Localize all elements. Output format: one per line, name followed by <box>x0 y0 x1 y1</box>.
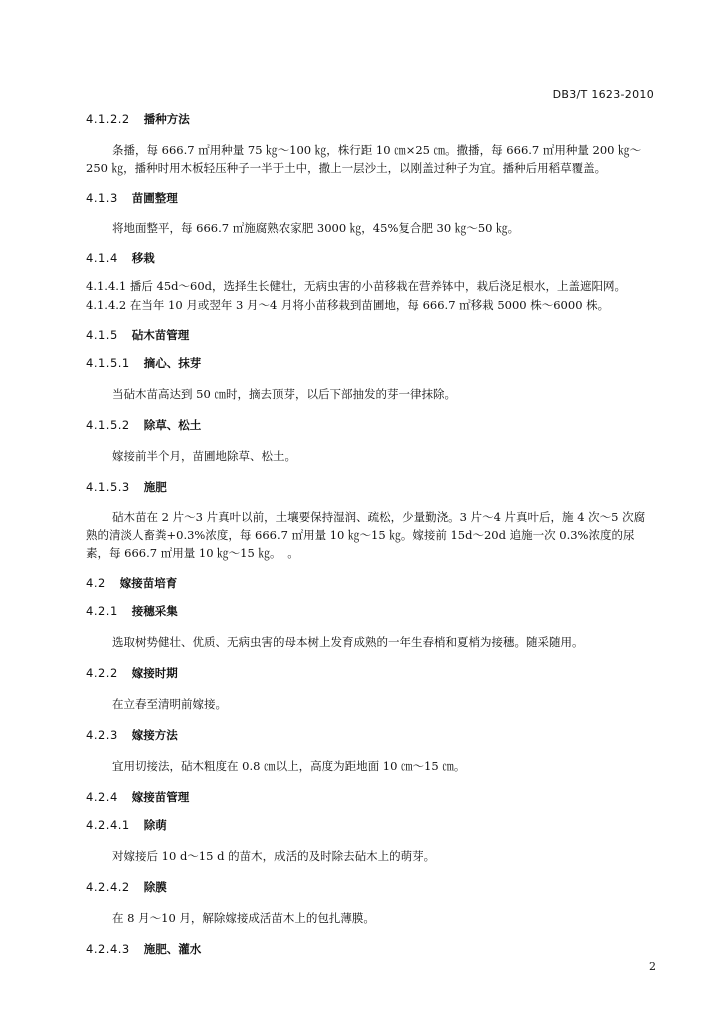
heading-title: 施肥、灌水 <box>143 942 202 956</box>
paragraph-topping: 当砧木苗高达到 50 ㎝时，摘去顶芽，以后下部抽发的芽一律抹除。 <box>112 387 456 401</box>
paragraph-weeding: 嫁接前半个月，苗圃地除草、松土。 <box>112 449 296 463</box>
heading-number: 4.2.4 <box>86 790 118 804</box>
heading-number: 4.1.5.3 <box>86 480 130 494</box>
heading-title: 施肥 <box>143 480 167 494</box>
heading-4-2-2 <box>86 664 656 682</box>
heading-title: 播种方法 <box>143 112 190 126</box>
paragraph-grafting-time: 在立春至清明前嫁接。 <box>112 697 227 711</box>
heading-4-1-5-2 <box>86 416 656 434</box>
heading-title: 除萌 <box>143 818 167 832</box>
heading-number: 4.2 <box>86 576 106 590</box>
heading-4-1-5-3 <box>86 478 656 496</box>
heading-title: 接穗采集 <box>131 604 178 618</box>
paragraph-fertilizing: 砧木苗在 2 片～3 片真叶以前，土壤要保持湿润、疏松，少量勤浇。3 片～4 片真叶后，施 4 次～5 次腐熟的清淡人畜粪+0.3%浓度，每 666.7 ㎡用量 10 ㎏～15 ㎏。嫁接前 15d～20d 追施一次 0.3%浓度的尿素，每 666.7 ㎡用量 10 ㎏～15 ㎏。 。 <box>86 510 646 560</box>
heading-number: 4.1.3 <box>86 191 118 205</box>
document-number: DB3/T 1623-2010 <box>552 88 654 101</box>
heading-number: 4.1.5.1 <box>86 356 130 370</box>
paragraph-4-1-4-1: 4.1.4.1 播后 45d～60d，选择生长健壮，无病虫害的小苗移栽在营养钵中，栽后浇足根水，上盖遮阳网。 <box>86 279 627 293</box>
heading-number: 4.1.5.2 <box>86 418 130 432</box>
heading-title: 嫁接时期 <box>131 666 178 680</box>
heading-title: 除草、松土 <box>143 418 202 432</box>
paragraph-film-removal: 在 8 月～10 月，解除嫁接成活苗木上的包扎薄膜。 <box>112 911 375 925</box>
heading-4-1-5-1 <box>86 354 656 372</box>
paragraph-4-1-4-2: 4.1.4.2 在当年 10 月或翌年 3 月～4 月将小苗移栽到苗圃地，每 666.7 ㎡移栽 5000 株～6000 株。 <box>86 298 610 312</box>
heading-4-2-4-3 <box>86 940 656 958</box>
heading-4-2 <box>86 574 656 592</box>
paragraph-grafting-method: 宜用切接法，砧木粗度在 0.8 ㎝以上，高度为距地面 10 ㎝～15 ㎝。 <box>112 759 466 773</box>
heading-number: 4.2.4.3 <box>86 942 130 956</box>
heading-title: 砧木苗管理 <box>131 328 190 342</box>
heading-number: 4.1.4 <box>86 251 118 265</box>
heading-number: 4.2.4.1 <box>86 818 130 832</box>
heading-title: 嫁接苗管理 <box>131 790 190 804</box>
heading-number: 4.2.2 <box>86 666 118 680</box>
heading-title: 嫁接苗培育 <box>119 576 178 590</box>
heading-number: 4.2.1 <box>86 604 118 618</box>
heading-4-1-4 <box>86 249 656 267</box>
heading-4-2-4 <box>86 788 656 806</box>
heading-title: 摘心、抹芽 <box>143 356 202 370</box>
heading-number: 4.1.5 <box>86 328 118 342</box>
heading-4-2-1 <box>86 602 656 620</box>
heading-title: 苗圃整理 <box>131 191 178 205</box>
heading-number: 4.1.2.2 <box>86 112 130 126</box>
heading-4-2-3 <box>86 726 656 744</box>
heading-number: 4.2.3 <box>86 728 118 742</box>
heading-title: 除膜 <box>143 880 167 894</box>
heading-4-2-4-1 <box>86 816 656 834</box>
paragraph-scion: 选取树势健壮、优质、无病虫害的母本树上发育成熟的一年生春梢和夏梢为接穗。随采随用。 <box>112 635 584 649</box>
heading-4-2-4-2 <box>86 878 656 896</box>
paragraph-sowing: 条播，每 666.7 ㎡用种量 75 ㎏～100 ㎏，株行距 10 ㎝×25 ㎝。撒播，每 666.7 ㎡用种量 200 ㎏～250 ㎏，播种时用木板轻压种子一半于土中，撒上一层沙土，以刚盖过种子为宜。播种后用稻草覆盖。 <box>86 143 642 175</box>
heading-4-1-3 <box>86 189 656 207</box>
document-body <box>86 110 656 958</box>
heading-title: 嫁接方法 <box>131 728 178 742</box>
paragraph-nursery: 将地面整平，每 666.7 ㎡施腐熟农家肥 3000 ㎏，45%复合肥 30 ㎏～50 ㎏。 <box>112 221 520 235</box>
page-number: 2 <box>649 960 656 973</box>
heading-number: 4.2.4.2 <box>86 880 130 894</box>
paragraph-sprout-removal: 对嫁接后 10 d～15 d 的苗木，成活的及时除去砧木上的萌芽。 <box>112 849 436 863</box>
heading-4-1-2-2 <box>86 110 656 128</box>
heading-title: 移栽 <box>131 251 155 265</box>
heading-4-1-5 <box>86 326 656 344</box>
